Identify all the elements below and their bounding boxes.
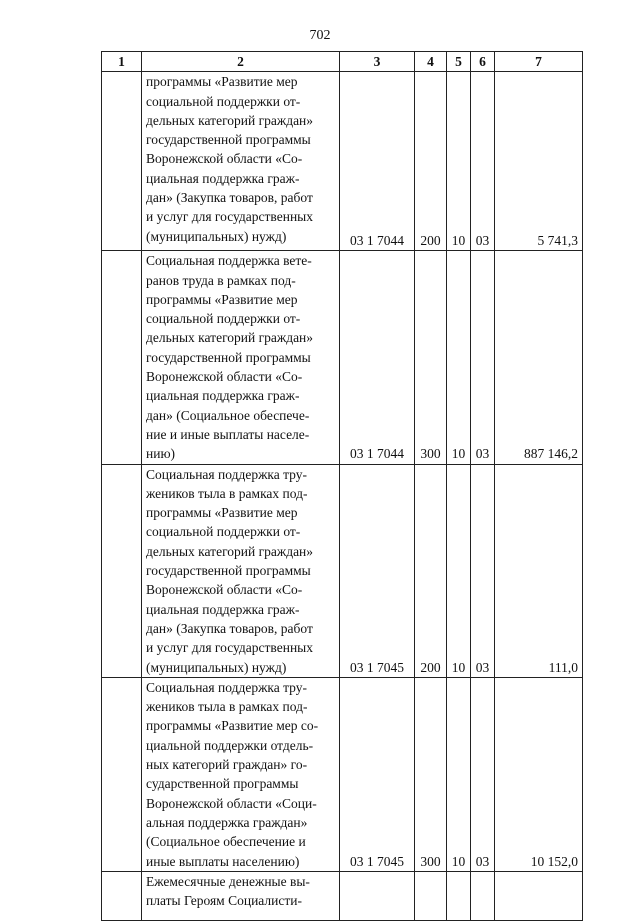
cell-number (102, 464, 142, 677)
cell-subsection: 03 (471, 464, 495, 677)
description-line: государственной программы (146, 349, 311, 365)
cell-section: 10 (447, 464, 471, 677)
description-line: ных категорий граждан» го- (146, 757, 308, 773)
description-line: дельных категорий граждан» (146, 330, 314, 346)
cell-expense-type: 200 (415, 72, 447, 251)
description-line: сударственной программы (146, 776, 299, 792)
description-line: дан» (Социальное обеспече- (146, 407, 310, 423)
description-line: (муниципальных) нужд) (146, 659, 287, 675)
description-line: Социальная поддержка тру- (146, 679, 308, 695)
table-row (102, 677, 583, 871)
table-row (102, 871, 583, 920)
description-line: платы Героям Социалисти- (146, 893, 302, 909)
cell-amount: 5 741,3 (495, 72, 583, 251)
cell-amount: 887 146,2 (495, 251, 583, 464)
cell-target-code: 03 1 7045 (340, 464, 415, 677)
cell-subsection: 03 (471, 72, 495, 251)
description-line: программы «Развитие мер со- (146, 718, 319, 734)
cell-amount: 10 152,0 (495, 677, 583, 871)
description-line: дельных категорий граждан» (146, 112, 314, 128)
description-line: альная поддержка граждан» (146, 814, 308, 830)
cell-description (142, 464, 340, 677)
cell-section: 10 (447, 72, 471, 251)
cell-expense-type: 200 (415, 464, 447, 677)
description-line: нию) (146, 446, 176, 462)
cell-subsection: 03 (471, 251, 495, 464)
description-line: дан» (Закупка товаров, работ (146, 190, 313, 206)
cell-target-code (340, 871, 415, 920)
description-line: дан» (Закупка товаров, работ (146, 620, 313, 636)
description-line: государственной программы (146, 563, 311, 579)
cell-description (142, 677, 340, 871)
description-line: циальной поддержки отдель- (146, 737, 314, 753)
description-line: Воронежской области «Со- (146, 582, 303, 598)
column-header: 2 (142, 52, 340, 72)
description-line: государственной программы (146, 132, 311, 148)
description-line: Воронежской области «Со- (146, 151, 303, 167)
cell-number (102, 251, 142, 464)
description-line: дельных категорий граждан» (146, 543, 314, 559)
table-row (102, 464, 583, 677)
description-line: иные выплаты населению) (146, 853, 300, 869)
cell-target-code: 03 1 7044 (340, 72, 415, 251)
description-line: (муниципальных) нужд) (146, 228, 287, 244)
cell-description (142, 871, 340, 920)
cell-expense-type (415, 871, 447, 920)
description-line: и услуг для государственных (146, 640, 313, 656)
column-header: 6 (471, 52, 495, 72)
cell-number (102, 677, 142, 871)
column-header: 3 (340, 52, 415, 72)
cell-expense-type: 300 (415, 251, 447, 464)
cell-expense-type: 300 (415, 677, 447, 871)
description-line: программы «Развитие мер (146, 74, 298, 90)
cell-target-code: 03 1 7045 (340, 677, 415, 871)
description-line: Ежемесячные денежные вы- (146, 873, 310, 889)
cell-subsection: 03 (471, 677, 495, 871)
description-line: жеников тыла в рамках под- (146, 485, 308, 501)
description-line: социальной поддержки от- (146, 93, 301, 109)
budget-table (101, 51, 583, 921)
cell-number (102, 871, 142, 920)
description-line: ранов труда в рамках под- (146, 272, 296, 288)
description-line: циальная поддержка граж- (146, 388, 300, 404)
description-line: ние и иные выплаты населе- (146, 426, 310, 442)
column-header: 5 (447, 52, 471, 72)
cell-section: 10 (447, 251, 471, 464)
column-header: 7 (495, 52, 583, 72)
column-header: 4 (415, 52, 447, 72)
description-line: Воронежской области «Со- (146, 369, 303, 385)
table-row (102, 72, 583, 251)
description-line: Социальная поддержка вете- (146, 253, 312, 269)
page-number: 702 (309, 28, 331, 43)
cell-section: 10 (447, 677, 471, 871)
cell-description (142, 72, 340, 251)
cell-target-code: 03 1 7044 (340, 251, 415, 464)
description-line: Воронежской области «Соци- (146, 795, 317, 811)
cell-amount (495, 871, 583, 920)
cell-amount: 111,0 (495, 464, 583, 677)
description-line: программы «Развитие мер (146, 291, 298, 307)
description-line: социальной поддержки от- (146, 311, 301, 327)
description-line: циальная поддержка граж- (146, 601, 300, 617)
cell-description (142, 251, 340, 464)
description-line: программы «Развитие мер (146, 505, 298, 521)
description-line: социальной поддержки от- (146, 524, 301, 540)
description-line: и услуг для государственных (146, 209, 313, 225)
description-line: Социальная поддержка тру- (146, 466, 308, 482)
table-row (102, 251, 583, 464)
description-line: (Социальное обеспечение и (146, 834, 306, 850)
table-header-row (102, 52, 583, 72)
description-line: жеников тыла в рамках под- (146, 699, 308, 715)
cell-number (102, 72, 142, 251)
cell-subsection (471, 871, 495, 920)
description-line: циальная поддержка граж- (146, 170, 300, 186)
cell-section (447, 871, 471, 920)
column-header: 1 (102, 52, 142, 72)
